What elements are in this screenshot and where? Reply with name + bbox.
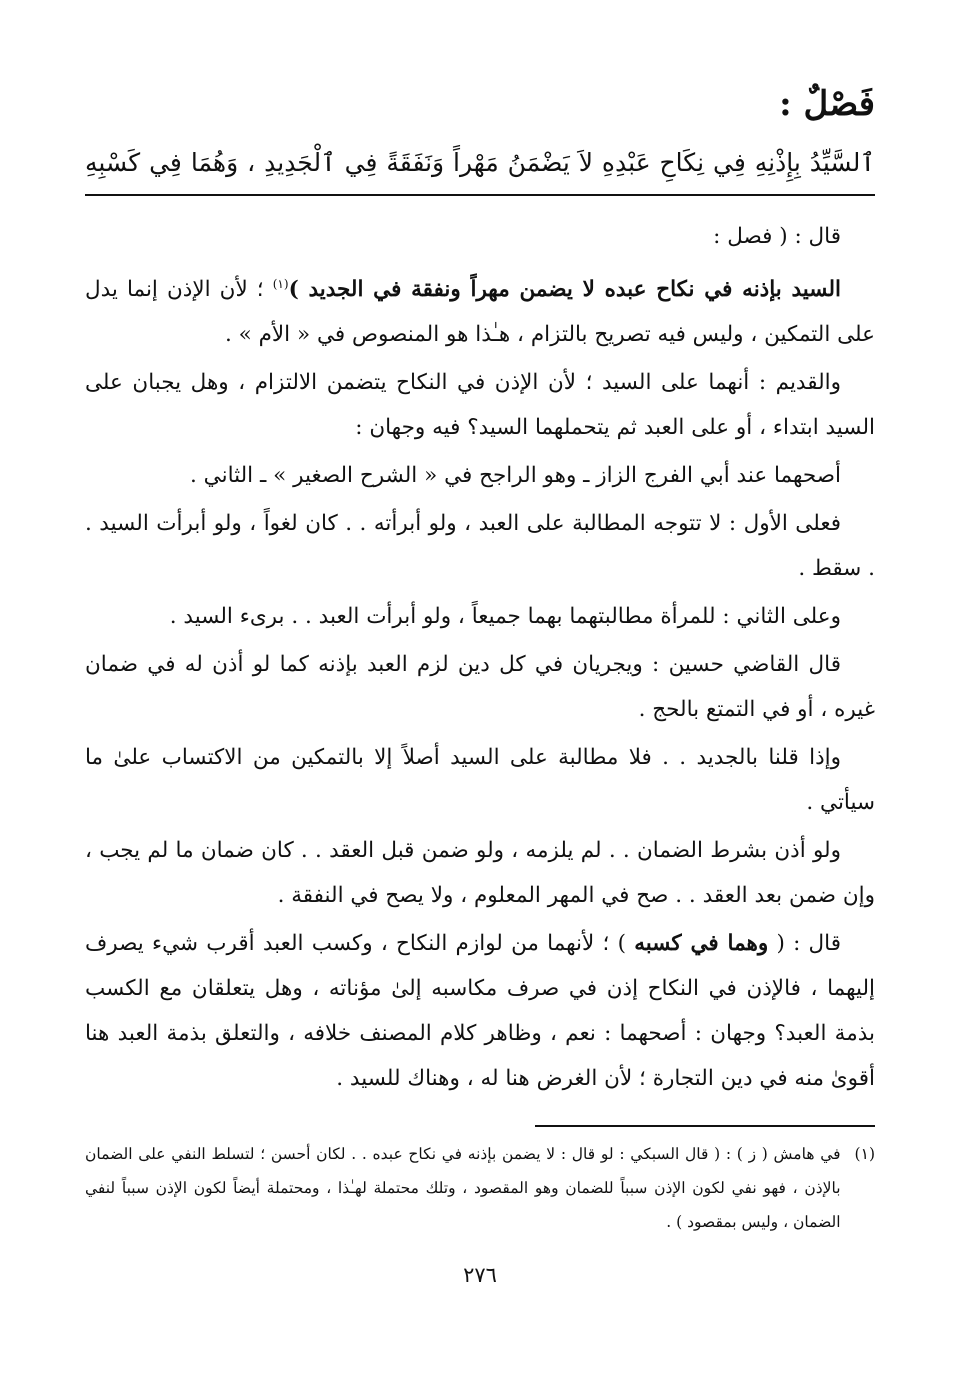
commentary-body (85, 214, 875, 1101)
commentary-paragraph: قال : ( فصل : (713, 224, 841, 249)
commentary-paragraph: وإذا قلنا بالجديد . . فلا مطالبة على السيد أصلاً إلا بالتمكين من الاكتساب علىٰ ما سيأتي . (85, 745, 875, 816)
commentary-paragraph: قال : ( وهما في كسبه ) ؛ لأنهما من لوازم النكاح ، وكسب العبد أقرب شيء يصرف إليهما ، فالإذن في النكاح إذن في صرف مكاسبه إلىٰ مؤناته ، وهل يتعلقان مع الكسب بذمة العبد؟ وجهان : أصحهما : نعم ، وظاهر كلام المصنف خلافه ، والتعلق بذمة العبد هنا أقوىٰ منه في دين التجارة ؛ لأن الغرض هنا له ، وهناك للسيد . (85, 931, 875, 1092)
footnote-divider (535, 1125, 875, 1127)
commentary-paragraph: فعلى الأول : لا تتوجه المطالبة على العبد ، ولو أبرأته . . كان لغواً ، ولو أبرأت السيد . . سقط . (85, 511, 875, 582)
commentary-paragraph: أصحهما عند أبي الفرج الزاز ـ وهو الراجح في « الشرح الصغير » ـ الثاني . (190, 463, 841, 489)
commentary-paragraph: ولو أذن بشرط الضمان . . لم يلزمه ، ولو ضمن قبل العقد . . كان ضمان ما لم يجب ، وإن ضمن بعد العقد . . صح في المهر المعلوم ، ولا يصح في النفقة . (85, 838, 875, 909)
footnote (85, 1137, 875, 1239)
footnote-number: (١) (854, 1145, 875, 1164)
matn-divider (85, 194, 875, 196)
commentary-paragraph: والقديم : أنهما على السيد ؛ لأن الإذن في النكاح يتضمن الالتزام ، وهل يجبان على السيد ابتداء ، أو على العبد ثم يتحملهما السيد؟ فيه وجهان : (85, 370, 875, 441)
chapter-heading: فَصْلٌ : (779, 84, 875, 124)
commentary-paragraph: قال القاضي حسين : ويجريان في كل دين لزم العبد بإذنه كما لو أذن له في ضمان غيره ، أو في التمتع بالحج . (85, 652, 875, 723)
book-page (85, 80, 875, 1360)
page-number: ٢٧٦ (463, 1263, 497, 1288)
matn-text: ٱلسَّيِّدُ بِإِذْنِهِ فِي نِكَاحِ عَبْدِهِ لاَ يَضْمَنُ مَهْراً وَنَفَقَةً فِي ٱلْجَدِيدِ ، وَهُمَا فِي كَسْبِهِ (85, 148, 875, 177)
commentary-paragraph: السيد بإذنه في نكاح عبده لا يضمن مهراً ونفقة في الجديد )$^{(١)}$ ؛ لأن الإذن إنما يدل على التمكين ، وليس فيه تصريح بالتزام ، هـٰذا هو المنصوص في « الأم » . (85, 277, 875, 348)
footnote-text: في هامش ( ز ) : ( قال السبكي : لو قال : لا يضمن بإذنه في نكاح عبده . . لكان أحسن ؛ لتسلط النفي على الضمان بالإذن ، فهو نفي لكون الإذن سبباً للضمان وهو المقصود ، وتلك محتملة لهـٰذا ، ومحتملة أيضاً لكون الإذن سبباً لنفي الضمان ، وليس بمقصود ) . (85, 1145, 841, 1232)
footnote-marker[interactable]: (١) (272, 277, 289, 291)
commentary-paragraph: وعلى الثاني : للمرأة مطالبتهما بهما جميعاً ، ولو أبرأت العبد . . برىء السيد . (169, 604, 841, 630)
